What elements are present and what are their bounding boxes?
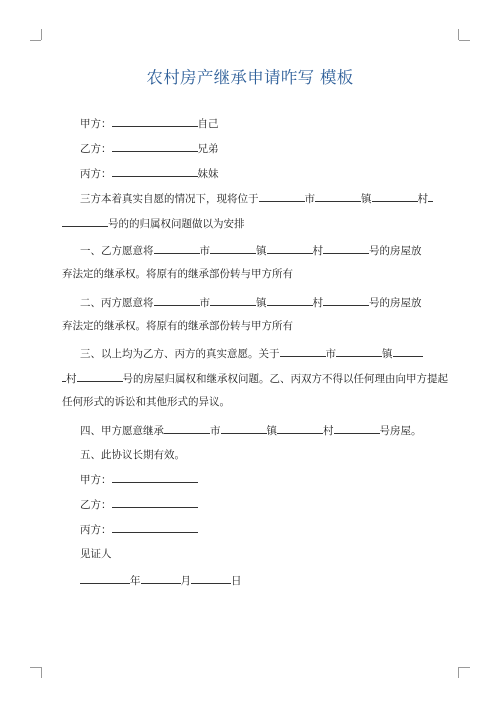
clause-text: 号的房屋归属权和继承权问题。乙、丙双方不得以任何理由向甲方提起 (122, 373, 448, 385)
blank-line (315, 190, 361, 202)
blank-line (393, 345, 423, 357)
party-value: 兄弟 (197, 143, 219, 155)
party-label: 甲方： (80, 118, 112, 130)
blank-line (112, 496, 198, 508)
city-label: 市 (325, 348, 336, 360)
blank-line (334, 422, 380, 434)
blank-line (323, 242, 369, 254)
town-label: 镇 (382, 348, 393, 360)
signature-jia-line (80, 471, 198, 487)
blank-line (267, 294, 313, 306)
blank-line (277, 422, 323, 434)
signature-bing-line (80, 521, 198, 537)
town-label: 镇 (256, 245, 267, 257)
party-jia-line (80, 115, 219, 131)
clause-text: 三、以上均为乙方、丙方的真实意愿。关于 (80, 348, 280, 360)
blank-line (77, 370, 123, 382)
clause-1-line-1 (80, 242, 422, 258)
signature-label: 丙方： (80, 524, 112, 536)
blank-line (112, 471, 198, 483)
clause-text: 五、此协议长期有效。 (80, 449, 185, 461)
blank-line (428, 190, 433, 202)
village-label: 村 (312, 245, 323, 257)
intro-line-1 (80, 190, 433, 206)
village-label: 村 (312, 297, 323, 309)
blank-line (80, 572, 130, 584)
clause-text: 弃法定的继承权。将原有的继承部份转与甲方所有 (62, 268, 293, 280)
blank-line (210, 242, 256, 254)
blank-line (372, 190, 418, 202)
intro-line-2 (62, 215, 245, 231)
signature-yi-line (80, 496, 198, 512)
party-yi-line (80, 140, 219, 156)
town-label: 镇 (361, 193, 372, 205)
day-label: 日 (231, 575, 242, 587)
clause-text: 二、丙方愿意将 (80, 297, 154, 309)
city-label: 市 (210, 425, 221, 437)
clause-text: 号的房屋放 (369, 245, 422, 257)
clause-text: 弃法定的继承权。将原有的继承部份转与甲方所有 (62, 320, 293, 332)
blank-line (164, 422, 210, 434)
city-label: 市 (199, 245, 210, 257)
blank-line (154, 294, 200, 306)
blank-line (323, 294, 369, 306)
document-title: 农村房产继承申请咋写 模板 (146, 68, 354, 87)
party-label: 乙方： (80, 143, 112, 155)
blank-line (336, 345, 382, 357)
clause-text: 号房屋。 (379, 425, 422, 437)
blank-line (191, 572, 231, 584)
blank-line (112, 115, 198, 127)
blank-line (221, 422, 267, 434)
year-label: 年 (130, 575, 141, 587)
blank-line (141, 572, 181, 584)
clause-2-line-1 (80, 294, 422, 310)
clause-5-line (80, 448, 185, 462)
town-label: 镇 (266, 425, 277, 437)
witness-label: 见证人 (80, 548, 112, 560)
clause-text: 四、甲方愿意继承 (80, 425, 164, 437)
blank-line (154, 242, 200, 254)
village-label: 村 (323, 425, 334, 437)
blank-line (112, 521, 198, 533)
city-label: 市 (199, 297, 210, 309)
signature-label: 乙方： (80, 499, 112, 511)
clause-3-line-3 (62, 395, 230, 409)
blank-line (62, 215, 108, 227)
month-label: 月 (180, 575, 191, 587)
clause-text: 任何形式的诉讼和其他形式的异议。 (62, 396, 230, 408)
clause-text: 号的房屋放 (369, 297, 422, 309)
intro-text: 三方本着真实自愿的情况下，现将位于 (80, 193, 259, 205)
date-line (80, 572, 242, 588)
party-value: 自己 (197, 118, 219, 130)
village-label: 村 (66, 373, 77, 385)
clause-3-line-1 (80, 345, 423, 361)
blank-line (259, 190, 305, 202)
blank-line (210, 294, 256, 306)
party-label: 丙方： (80, 168, 112, 180)
clause-2-line-2 (62, 319, 293, 333)
village-label: 村 (417, 193, 428, 205)
city-label: 市 (304, 193, 315, 205)
blank-line (280, 345, 326, 357)
clause-1-line-2 (62, 267, 293, 281)
blank-line (112, 165, 198, 177)
blank-line (267, 242, 313, 254)
clause-text: 一、乙方愿意将 (80, 245, 154, 257)
witness-line (80, 547, 112, 561)
intro-text: 号的的归属权问题做以为安排 (108, 218, 245, 230)
town-label: 镇 (256, 297, 267, 309)
signature-label: 甲方： (80, 474, 112, 486)
party-value: 妹妹 (197, 168, 219, 180)
clause-3-line-2 (62, 370, 448, 386)
party-bing-line (80, 165, 219, 181)
clause-4-line (80, 422, 422, 438)
blank-line (112, 140, 198, 152)
